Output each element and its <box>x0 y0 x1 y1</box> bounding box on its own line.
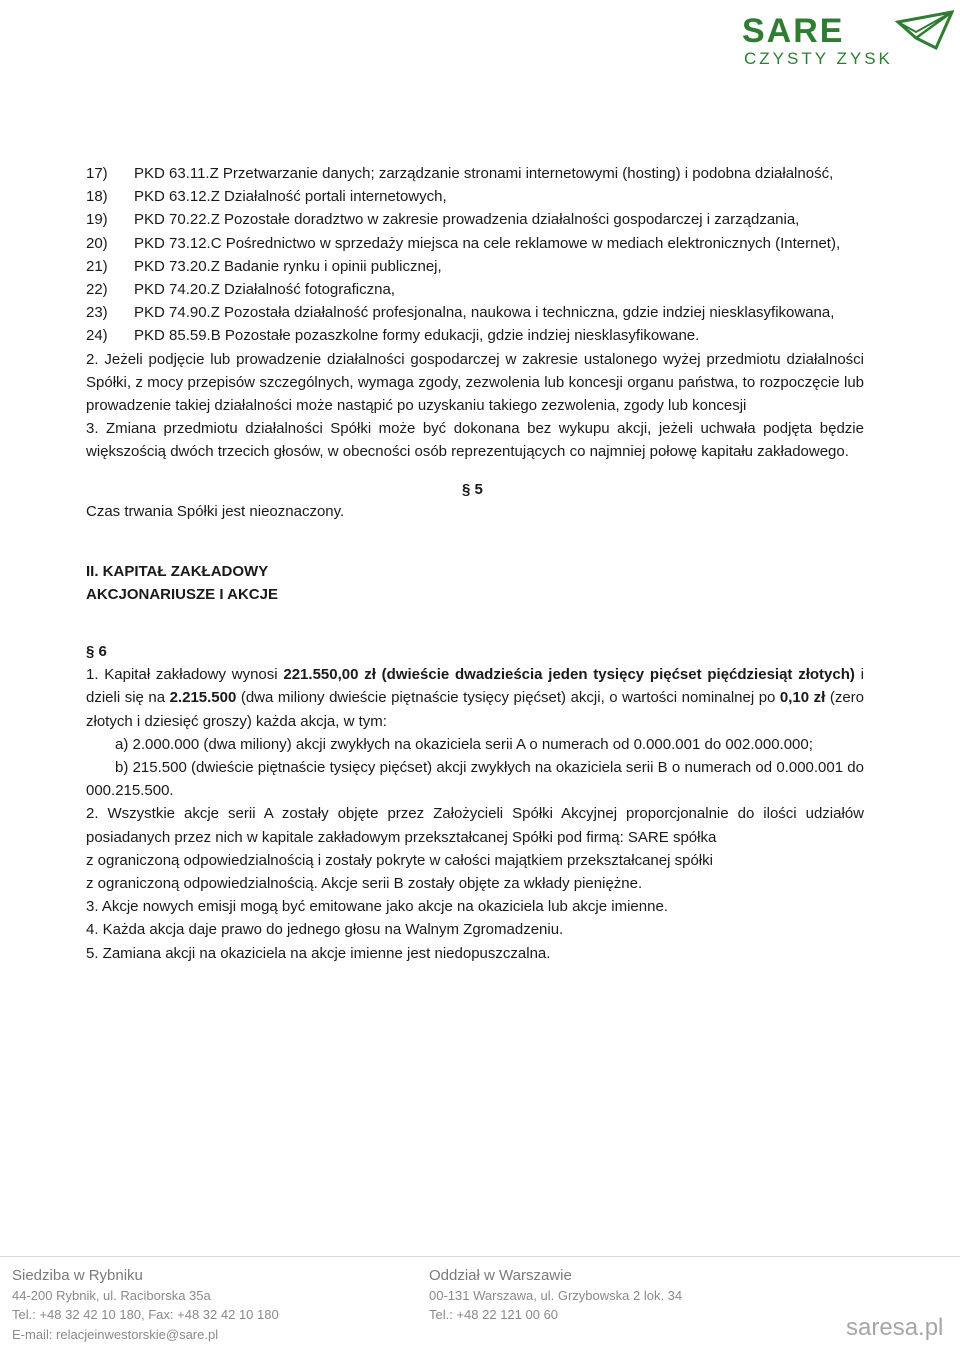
footer-branch-phone: Tel.: +48 22 121 00 60 <box>429 1307 559 1322</box>
share-count: 2.215.500 <box>169 689 237 707</box>
list-item: 24) PKD 85.59.B Pozostałe pozaszkolne formy edukacji, gdzie indziej niesklasyfikowane. <box>86 327 700 345</box>
paragraph-object-change: 3. Zmiana przedmiotu działalności Spółki może być dokonana bez wykupu akcji, jeżeli uchwała podjęta będzie większością dwóch trzecich głosów, w obecności osób reprezentujących co najmniej połowę kapitału zakładowego. <box>86 420 864 461</box>
point-2-line: z ograniczoną odpowiedzialnością. Akcje serii B zostały objęte za wkłady pieniężne. <box>86 875 643 893</box>
nominal-value: 0,10 zł <box>779 689 826 707</box>
series-a-text: a) 2.000.000 (dwa miliony) akcji zwykłych na okaziciela serii A o numerach od 0.000.001 do 002.000.000; <box>115 735 813 753</box>
list-item: 20) PKD 73.12.C Pośrednictwo w sprzedaży miejsca na cele reklamowe w mediach elektronicznych (Internet), <box>86 234 841 252</box>
footer-website: saresa.pl <box>846 1314 944 1341</box>
capital-paragraph: 1. Kapitał zakładowy wynosi 221.550,00 zł (dwieście dwadzieścia jeden tysięcy pięćset pięćdziesiąt złotych) i dzieli się na 2.215.500 (dwa miliony dwieście piętnaście tysięcy pięćset) akcji, o wartości nominalnej po 0,10 zł (zero złotych i dziesięć groszy) każda akcja, w tym: <box>86 666 865 730</box>
list-item: 22) PKD 74.20.Z Działalność fotograficzna, <box>86 281 395 299</box>
logo-brand-text: SARE <box>742 12 845 50</box>
document-body <box>86 162 864 965</box>
footer-branch <box>429 1266 682 1325</box>
point-2-line: 2. Wszystkie akcje serii A zostały objęte przez Założycieli Spółki Akcyjnej proporcjonalnie do ilości udziałów posiadanych przez nich w kapitale zakładowym przekształcanej Spółki pod firmą: SARE spółka <box>86 805 864 846</box>
footer-hq-email: E-mail: relacjeinwestorskie@sare.pl <box>12 1326 219 1342</box>
chapter-subtitle: AKCJONARIUSZE I AKCJE <box>86 585 278 603</box>
point-3-text: 3. Akcje nowych emisji mogą być emitowane jako akcje na okaziciela lub akcje imienne. <box>86 898 668 916</box>
footer-hq-address: 44-200 Rybnik, ul. Raciborska 35a <box>12 1287 211 1303</box>
series-b-text: b) 215.500 (dwieście piętnaście tysięcy pięćset) akcji zwykłych na okaziciela serii B o numerach od 0.000.001 do 000.215.500. <box>86 759 864 800</box>
section-6-heading: § 6 <box>86 643 107 661</box>
point-4-text: 4. Każda akcja daje prawo do jednego głosu na Walnym Zgromadzeniu. <box>86 921 564 939</box>
footer-headquarters <box>12 1266 279 1344</box>
footer-hq-title: Siedziba w Rybniku <box>12 1267 143 1284</box>
section-5-block <box>86 474 864 534</box>
section-5-heading: § 5 <box>462 480 483 498</box>
list-item: 17) PKD 63.11.Z Przetwarzanie danych; zarządzanie stronami internetowymi (hosting) i podobna działalność, <box>86 165 834 182</box>
footer-divider <box>0 1256 960 1257</box>
pkd-list <box>86 162 864 348</box>
duration-text: Czas trwania Spółki jest nieoznaczony. <box>86 502 345 520</box>
sare-logo <box>740 8 954 68</box>
point-2-line: z ograniczoną odpowiedzialnością i zostały pokryte w całości majątkiem przekształcanej spółki <box>86 851 713 869</box>
footer-hq-phone: Tel.: +48 32 42 10 180, Fax: +48 32 42 10 180 <box>12 1307 279 1322</box>
list-item: 18) PKD 63.12.Z Działalność portali internetowych, <box>86 188 447 206</box>
footer-branch-address: 00-131 Warszawa, ul. Grzybowska 2 lok. 34 <box>429 1287 683 1303</box>
footer-branch-title: Oddział w Warszawie <box>429 1267 572 1284</box>
envelope-icon <box>898 12 952 48</box>
chapter-title: II. KAPITAŁ ZAKŁADOWY <box>86 562 269 580</box>
capital-amount: 221.550,00 zł (dwieście dwadzieścia jeden tysięcy pięćset pięćdziesiąt złotych) <box>283 666 855 684</box>
point-5-text: 5. Zamiana akcji na okaziciela na akcje imienne jest niedopuszczalna. <box>86 944 551 962</box>
list-item: 19) PKD 70.22.Z Pozostałe doradztwo w zakresie prowadzenia działalności gospodarczej i zarządzania, <box>86 211 800 229</box>
list-item: 23) PKD 74.90.Z Pozostała działalność profesjonalna, naukowa i techniczna, gdzie indziej niesklasyfikowana, <box>86 304 835 322</box>
list-item: 21) PKD 73.20.Z Badanie rynku i opinii publicznej, <box>86 257 442 275</box>
paragraph-permits: 2. Jeżeli podjęcie lub prowadzenie działalności gospodarczej w zakresie ustalonego wyżej przedmiotu działalności Spółki, z mocy przepisów szczególnych, wymaga zgody, zezwolenia lub koncesji organu państwa, to rozpoczęcie lub prowadzenie takiej działalności może nastąpić po uzyskaniu takiego zezwolenia, zgody lub koncesji <box>86 350 864 415</box>
logo-tagline-text: CZYSTY ZYSK <box>744 49 893 68</box>
